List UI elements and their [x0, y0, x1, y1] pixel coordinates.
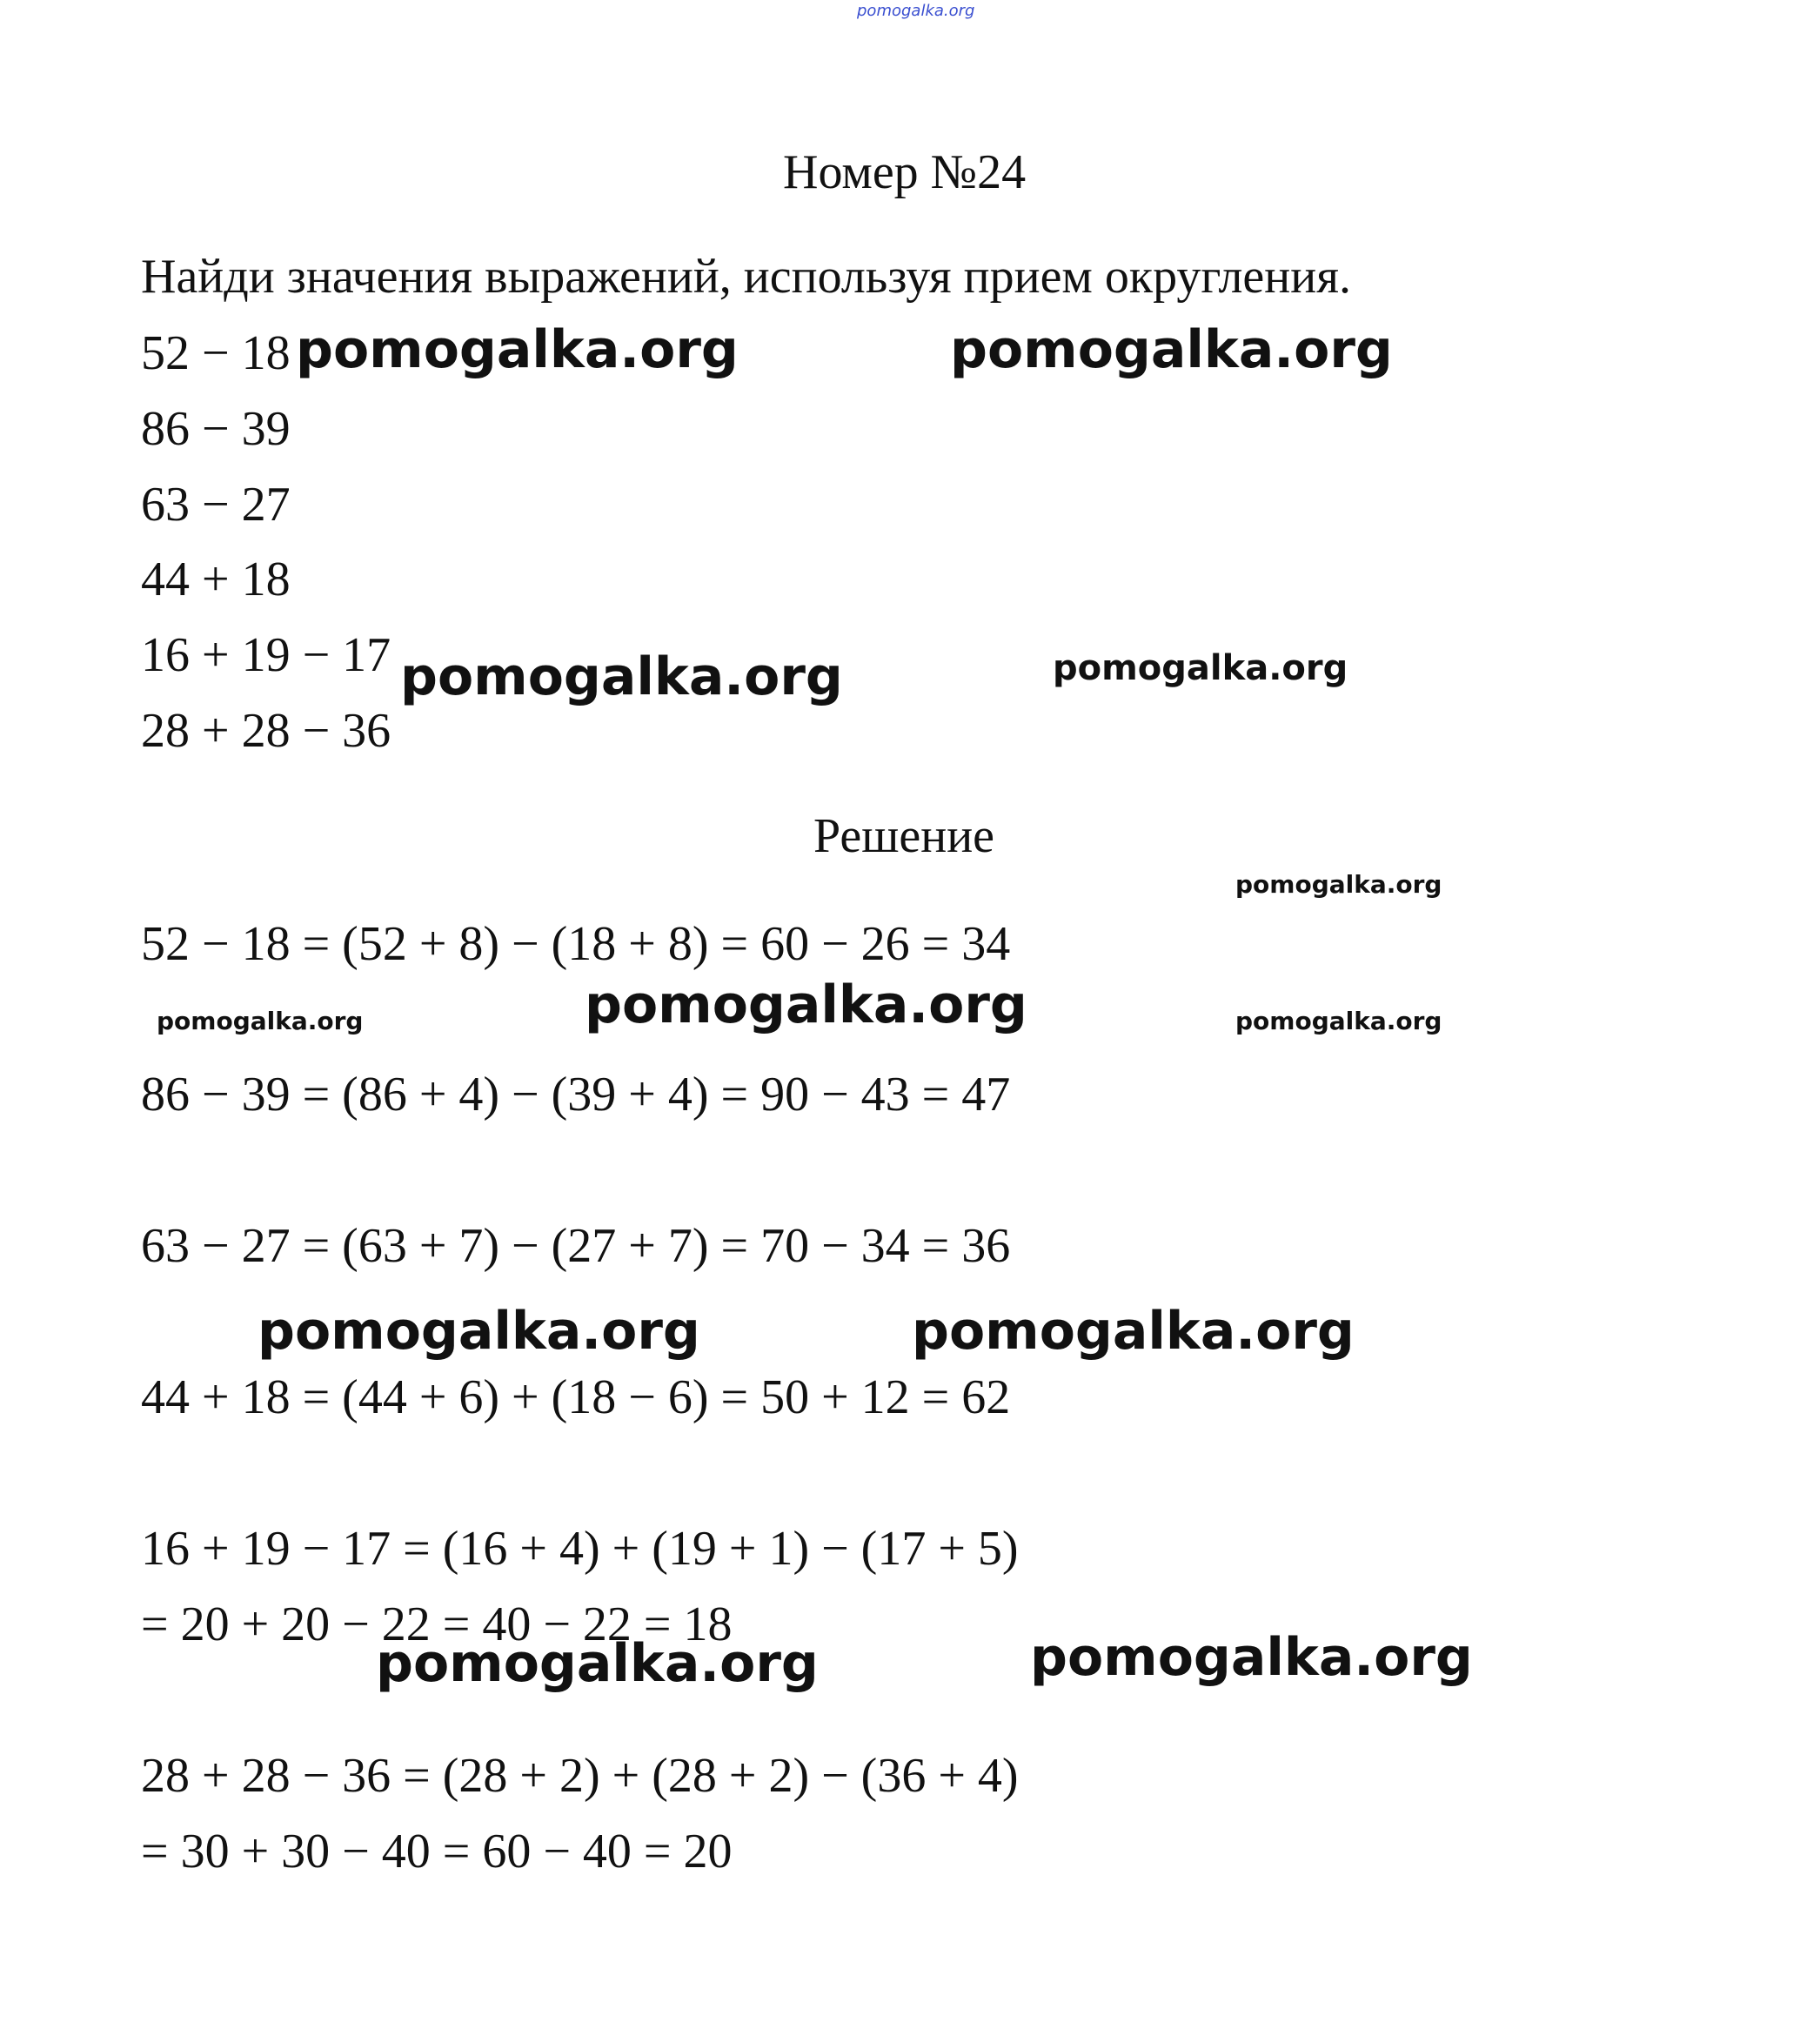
solution-line-6: = 20 + 20 − 22 = 40 − 22 = 18 [141, 1597, 733, 1651]
watermark: pomogalka.org [1053, 648, 1348, 688]
page-title: Номер №24 [783, 145, 1027, 199]
top-watermark: pomogalka.org [857, 2, 975, 20]
watermark: pomogalka.org [157, 1007, 364, 1035]
expression-5: 16 + 19 − 17 [141, 628, 391, 682]
solution-line-7: 28 + 28 − 36 = (28 + 2) + (28 + 2) − (36 + 4) [141, 1749, 1019, 1803]
watermark: pomogalka.org [1030, 1627, 1473, 1688]
watermark: pomogalka.org [400, 646, 843, 707]
watermark: pomogalka.org [376, 1633, 819, 1694]
solution-line-5: 16 + 19 − 17 = (16 + 4) + (19 + 1) − (17 + 5) [141, 1522, 1019, 1576]
watermark: pomogalka.org [1235, 870, 1442, 899]
solution-heading: Решение [813, 809, 995, 863]
watermark: pomogalka.org [296, 319, 739, 380]
solution-line-4: 44 + 18 = (44 + 6) + (18 − 6) = 50 + 12 = 62 [141, 1370, 1011, 1424]
expression-1: 52 − 18 [141, 326, 291, 380]
watermark: pomogalka.org [950, 319, 1393, 380]
expression-2: 86 − 39 [141, 402, 291, 456]
solution-line-2: 86 − 39 = (86 + 4) − (39 + 4) = 90 − 43 = 47 [141, 1068, 1011, 1122]
watermark: pomogalka.org [585, 974, 1027, 1035]
task-text: Найди значения выражений, используя прием округления. [141, 250, 1351, 304]
solution-line-3: 63 − 27 = (63 + 7) − (27 + 7) = 70 − 34 = 36 [141, 1219, 1011, 1273]
watermark: pomogalka.org [258, 1301, 700, 1362]
watermark: pomogalka.org [912, 1301, 1355, 1362]
solution-line-8: = 30 + 30 − 40 = 60 − 40 = 20 [141, 1825, 733, 1878]
expression-6: 28 + 28 − 36 [141, 704, 391, 758]
solution-line-1: 52 − 18 = (52 + 8) − (18 + 8) = 60 − 26 = 34 [141, 917, 1011, 971]
expression-4: 44 + 18 [141, 552, 291, 606]
expression-3: 63 − 27 [141, 478, 291, 532]
watermark: pomogalka.org [1235, 1007, 1442, 1035]
